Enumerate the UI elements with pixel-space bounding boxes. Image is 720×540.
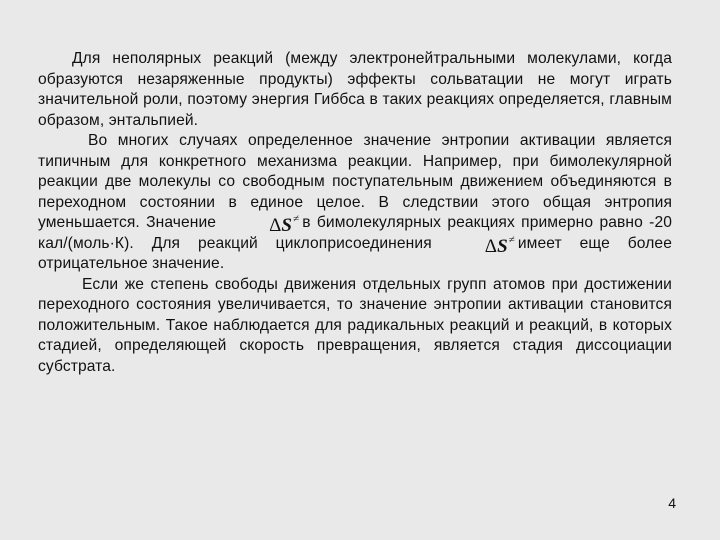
entropy-letter-2: S — [497, 235, 508, 257]
delta-s-activation-symbol-2 — [435, 233, 515, 257]
paragraph-activation-entropy-part2: в бимолекулярных реакциях примерно равно -20 кал/(моль·К). Для реакций циклоприсоединения — [38, 214, 672, 252]
not-equal-superscript: ≠ — [293, 213, 300, 225]
paragraph-positive-entropy: Если же степень свободы движения отдельных групп атомов при достижении переходного состояния увеличивается, то значение энтропии активации становится положительным. Такое наблюдается для радикальных реакций и реакций, в которых стадией, определяющей скорость превращения, является стадия диссоциации субстрата. — [38, 275, 672, 375]
paragraph-activation-entropy-part1: Во многих случаях определенное значение энтропии активации является типичным для конкретного механизма реакции. Например, при бимолекулярной реакции две молекулы со свободным поступательным движением объединяются в переходном состоянии в единое целое. В следствии этого общая энтропия уменьшается. Значение — [38, 132, 672, 231]
paragraph-activation-entropy-part3: имеет еще более отрицательное значение. — [38, 234, 672, 272]
page-number: 4 — [668, 495, 676, 511]
paragraph-nonpolar-reactions: Для неполярных реакций (между электронейтральными молекулами, когда образуются незаряженные продукты) эффекты сольватации не могут играть значительной роли, поэтому энергия Гиббса в таких реакциях определяется, главным образом, энтальпией. — [38, 50, 672, 129]
not-equal-superscript-2: ≠ — [508, 233, 515, 246]
delta-glyph: Δ — [269, 215, 282, 236]
body-text — [38, 49, 672, 377]
paragraph-activation-entropy — [38, 131, 672, 275]
delta-s-activation-symbol — [219, 213, 300, 236]
entropy-letter: S — [281, 215, 293, 236]
delta-glyph-2: Δ — [484, 235, 498, 257]
